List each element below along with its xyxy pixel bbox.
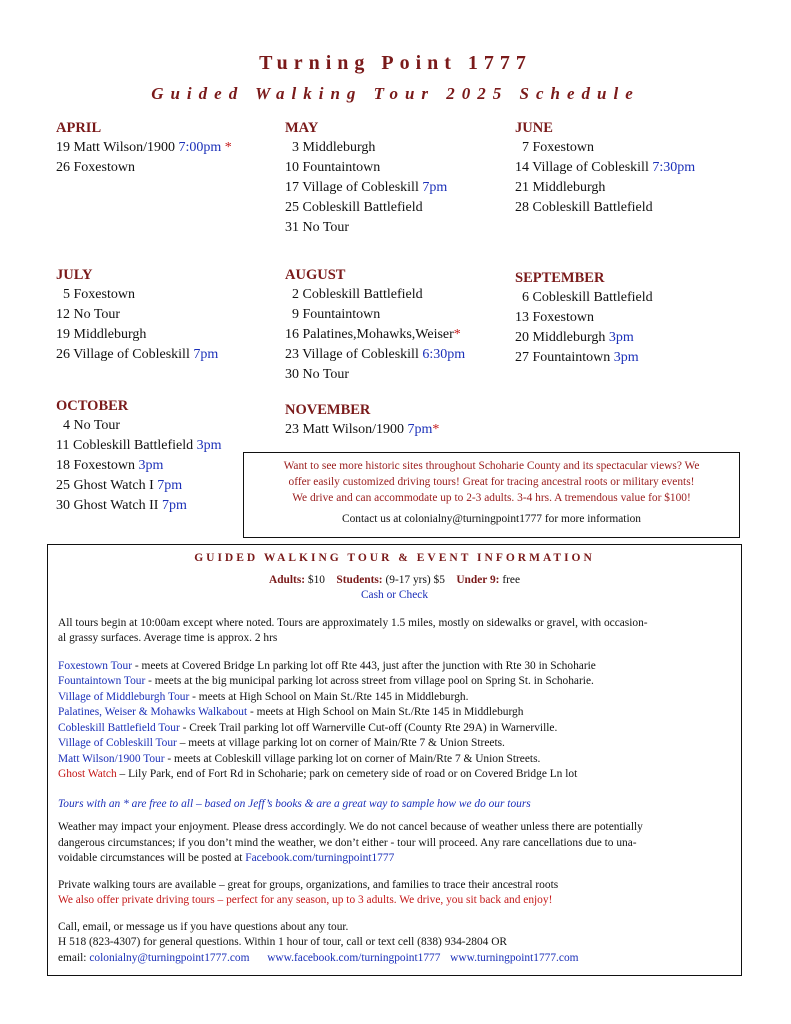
month-november: [285, 400, 439, 440]
schedule-entry: [285, 138, 447, 158]
website-link[interactable]: www.turningpoint1777.com: [450, 951, 579, 964]
entry-text: 19 Middleburgh: [56, 327, 147, 342]
entry-text: 11 Cobleskill Battlefield: [56, 438, 197, 453]
schedule-entry: [285, 325, 465, 345]
schedule-entry: [515, 328, 653, 348]
tour-meeting-point: - meets at Covered Bridge Ln parking lot off Rte 443, just after the junction with Rte 30 in Schoharie: [131, 659, 596, 672]
schedule-entry: [56, 456, 222, 476]
schedule-entry: [285, 285, 465, 305]
month-heading: JULY: [56, 267, 93, 283]
entry-text: 30 No Tour: [285, 367, 350, 382]
adults-label: Adults:: [268, 573, 306, 586]
schedule-entry: [56, 476, 222, 496]
schedule-entry: [515, 178, 695, 198]
tour-name: Matt Wilson/1900 Tour: [58, 752, 165, 765]
schedule-entry: [285, 345, 465, 365]
month-heading: OCTOBER: [56, 398, 129, 414]
tour-location-item: [58, 705, 731, 721]
schedule-entry: [515, 308, 653, 328]
month-april: [56, 118, 232, 178]
tour-meeting-point: - meets at High School on Main St./Rte 145 in Middleburgh.: [189, 690, 469, 703]
entry-time: 3pm: [138, 458, 164, 473]
schedule-entry: [515, 158, 695, 178]
contact-info: [58, 920, 731, 967]
adults-price: $10: [305, 573, 337, 586]
tour-location-item: [58, 659, 731, 675]
tour-locations-list: [58, 659, 731, 783]
weather-line: voidable circumstances will be posted at: [58, 852, 246, 864]
entry-time: 3pm: [613, 350, 639, 365]
schedule-entry: [515, 288, 653, 308]
entry-text: 20 Middleburgh: [515, 330, 609, 345]
schedule-entry: [515, 348, 653, 368]
schedule-entry: [515, 198, 695, 218]
general-info-line: All tours begin at 10:00am except where noted. Tours are approximately 1.5 miles, mostly on sidewalks or gravel, with occasion-: [58, 616, 648, 629]
entry-text: 26 Village of Cobleskill: [56, 347, 194, 362]
entry-text: 31 No Tour: [285, 220, 350, 235]
entry-time: 7pm: [193, 347, 219, 362]
driving-tour-line: Want to see more historic sites throughout Schoharie County and its spectacular views? We: [283, 460, 700, 472]
tour-name: Palatines, Weiser & Mohawks Walkabout: [58, 706, 248, 718]
entry-text: 16 Palatines,Mohawks,Weiser: [285, 327, 454, 342]
tour-location-item: [58, 674, 731, 690]
free-tour-star: *: [432, 422, 440, 437]
page-subtitle: Guided Walking Tour 2025 Schedule: [151, 84, 640, 103]
info-heading: GUIDED WALKING TOUR & EVENT INFORMATION: [194, 552, 595, 564]
students-label: Students:: [336, 573, 383, 586]
schedule-entry: [285, 158, 447, 178]
entry-text: 12 No Tour: [56, 307, 121, 322]
schedule-entry: [285, 420, 439, 440]
month-october: [56, 396, 222, 516]
entry-text: 3 Middleburgh: [285, 140, 376, 155]
facebook-link[interactable]: Facebook.com/turningpoint1777: [245, 852, 395, 864]
weather-info: [58, 820, 731, 867]
entry-text: 19 Matt Wilson/1900: [56, 140, 179, 155]
free-tour-star: *: [221, 140, 232, 155]
schedule-entry: [56, 305, 218, 325]
entry-time: 7pm: [157, 478, 183, 493]
entry-text: 21 Middleburgh: [515, 180, 606, 195]
tour-meeting-point: – Lily Park, end of Fort Rd in Schoharie; park on cemetery side of road or on Covered Bridge Ln lot: [116, 768, 578, 780]
under9-price: free: [499, 573, 521, 586]
entry-text: 26 Foxestown: [56, 160, 135, 175]
entry-text: 25 Ghost Watch I: [56, 478, 158, 493]
month-heading: AUGUST: [285, 267, 346, 283]
entry-text: 23 Village of Cobleskill: [285, 347, 423, 362]
tour-meeting-point: - meets at High School on Main St./Rte 145 in Middleburgh: [247, 706, 524, 718]
month-june: [515, 118, 695, 218]
tour-meeting-point: - meets at Cobleskill village parking lot on corner of Main/Rte 7 & Union Streets.: [164, 752, 541, 765]
entry-text: 25 Cobleskill Battlefield: [285, 200, 423, 215]
entry-text: 7 Foxestown: [515, 140, 594, 155]
schedule-entry: [56, 496, 222, 516]
tour-meeting-point: - Creek Trail parking lot off Warnerville Cut-off (County Rte 29A) in Warnerville.: [179, 721, 558, 734]
schedule-entry: [285, 198, 447, 218]
schedule-entry: [56, 416, 222, 436]
entry-text: 27 Fountaintown: [515, 350, 614, 365]
facebook-url-link[interactable]: www.facebook.com/turningpoint1777: [267, 951, 441, 964]
month-may: [285, 118, 447, 238]
free-tour-star: *: [453, 327, 461, 342]
general-info-line: al grassy surfaces. Average time is approx. 2 hrs: [58, 632, 278, 644]
schedule-entry: [285, 218, 447, 238]
schedule-entry: [56, 285, 218, 305]
students-price: (9-17 yrs) $5: [382, 573, 457, 586]
schedule-entry: [56, 436, 222, 456]
tour-meeting-point: – meets at village parking lot on corner of Main/Rte 7 & Union Streets.: [176, 737, 505, 749]
entry-time: 7:00pm: [178, 140, 222, 155]
driving-tour-box: [243, 452, 740, 538]
tour-name: Foxestown Tour: [58, 659, 132, 672]
tour-location-item: [58, 721, 731, 737]
month-july: [56, 265, 218, 365]
schedule-entry: [56, 158, 232, 178]
tour-name: Village of Middleburgh Tour: [58, 690, 190, 703]
entry-text: 23 Matt Wilson/1900: [285, 422, 408, 437]
entry-text: 6 Cobleskill Battlefield: [515, 290, 653, 305]
month-heading: MAY: [285, 120, 319, 136]
schedule-entry: [56, 138, 232, 158]
page-title: Turning Point 1777: [259, 52, 532, 74]
private-tours: [58, 878, 731, 909]
email-link[interactable]: colonialny@turningpoint1777.com: [89, 951, 250, 964]
tour-location-item: [58, 690, 731, 706]
tour-name: Fountaintown Tour: [58, 675, 146, 687]
tour-location-item: [58, 736, 731, 752]
driving-tour-line: We drive and can accommodate up to 2-3 adults. 3-4 hrs. A tremendous value for $100!: [292, 492, 691, 504]
weather-line: Weather may impact your enjoyment. Please dress accordingly. We do not cancel because of weather unless there are potentially: [58, 821, 643, 833]
tour-info-box: [47, 544, 742, 976]
weather-line: dangerous circumstances; if you don’t mind the weather, we don’t either - tour will proceed. Any rare cancellations due to una-: [58, 836, 637, 849]
schedule-entry: [285, 305, 465, 325]
private-walking-line: Private walking tours are available – great for groups, organizations, and families to trace their ancestral roots: [58, 878, 559, 891]
month-august: [285, 265, 465, 385]
entry-text: 30 Ghost Watch II: [56, 498, 162, 513]
schedule-entry: [56, 345, 218, 365]
tour-meeting-point: - meets at the big municipal parking lot across street from village pool on Spring St. in Schoharie.: [145, 675, 594, 687]
schedule-entry: [56, 325, 218, 345]
payment-methods: Cash or Check: [360, 589, 429, 601]
tour-location-item: [58, 752, 731, 768]
month-heading: JUNE: [515, 120, 553, 136]
free-tours-note: Tours with an * are free to all – based on Jeff’s books & are a great way to sample how we do our tours: [58, 797, 531, 810]
entry-time: 7:30pm: [652, 160, 696, 175]
entry-text: 5 Foxestown: [56, 287, 135, 302]
entry-time: 7pm: [407, 422, 433, 437]
price-line: [58, 573, 731, 589]
contact-line: Call, email, or message us if you have questions about any tour.: [58, 920, 349, 933]
tour-name: Cobleskill Battlefield Tour: [58, 721, 180, 734]
entry-time: 6:30pm: [422, 347, 466, 362]
month-heading: APRIL: [56, 120, 102, 136]
general-info: [58, 616, 731, 647]
entry-time: 3pm: [196, 438, 222, 453]
month-heading: NOVEMBER: [285, 402, 371, 418]
schedule-entry: [285, 365, 465, 385]
entry-time: 7pm: [422, 180, 448, 195]
email-label: email:: [58, 951, 90, 964]
tour-name: Village of Cobleskill Tour: [58, 737, 177, 749]
schedule-entry: [515, 138, 695, 158]
schedule-entry: [285, 178, 447, 198]
entry-text: 14 Village of Cobleskill: [515, 160, 653, 175]
entry-text: 13 Foxestown: [515, 310, 594, 325]
tour-name: Ghost Watch: [58, 768, 117, 780]
entry-time: 3pm: [608, 330, 634, 345]
private-driving-line: We also offer private driving tours – perfect for any season, up to 3 adults. We drive, you sit back and enjoy!: [58, 894, 553, 906]
driving-tour-contact: Contact us at colonialny@turningpoint1777 for more information: [342, 513, 641, 525]
entry-text: 18 Foxestown: [56, 458, 139, 473]
driving-tour-line: offer easily customized driving tours! Great for tracing ancestral roots or military events!: [288, 476, 695, 488]
entry-text: 10 Fountaintown: [285, 160, 381, 175]
entry-text: 17 Village of Cobleskill: [285, 180, 423, 195]
entry-time: 7pm: [161, 498, 187, 513]
entry-text: 28 Cobleskill Battlefield: [515, 200, 653, 215]
entry-text: 2 Cobleskill Battlefield: [285, 287, 423, 302]
month-heading: SEPTEMBER: [515, 270, 605, 286]
entry-text: 4 No Tour: [56, 418, 121, 433]
contact-line: H 518 (823-4307) for general questions. Within 1 hour of tour, call or text cell (838) 934-2804 OR: [58, 936, 508, 948]
tour-location-item: [58, 767, 731, 783]
under9-label: Under 9:: [456, 573, 500, 586]
month-september: [515, 268, 653, 368]
entry-text: 9 Fountaintown: [285, 307, 381, 322]
